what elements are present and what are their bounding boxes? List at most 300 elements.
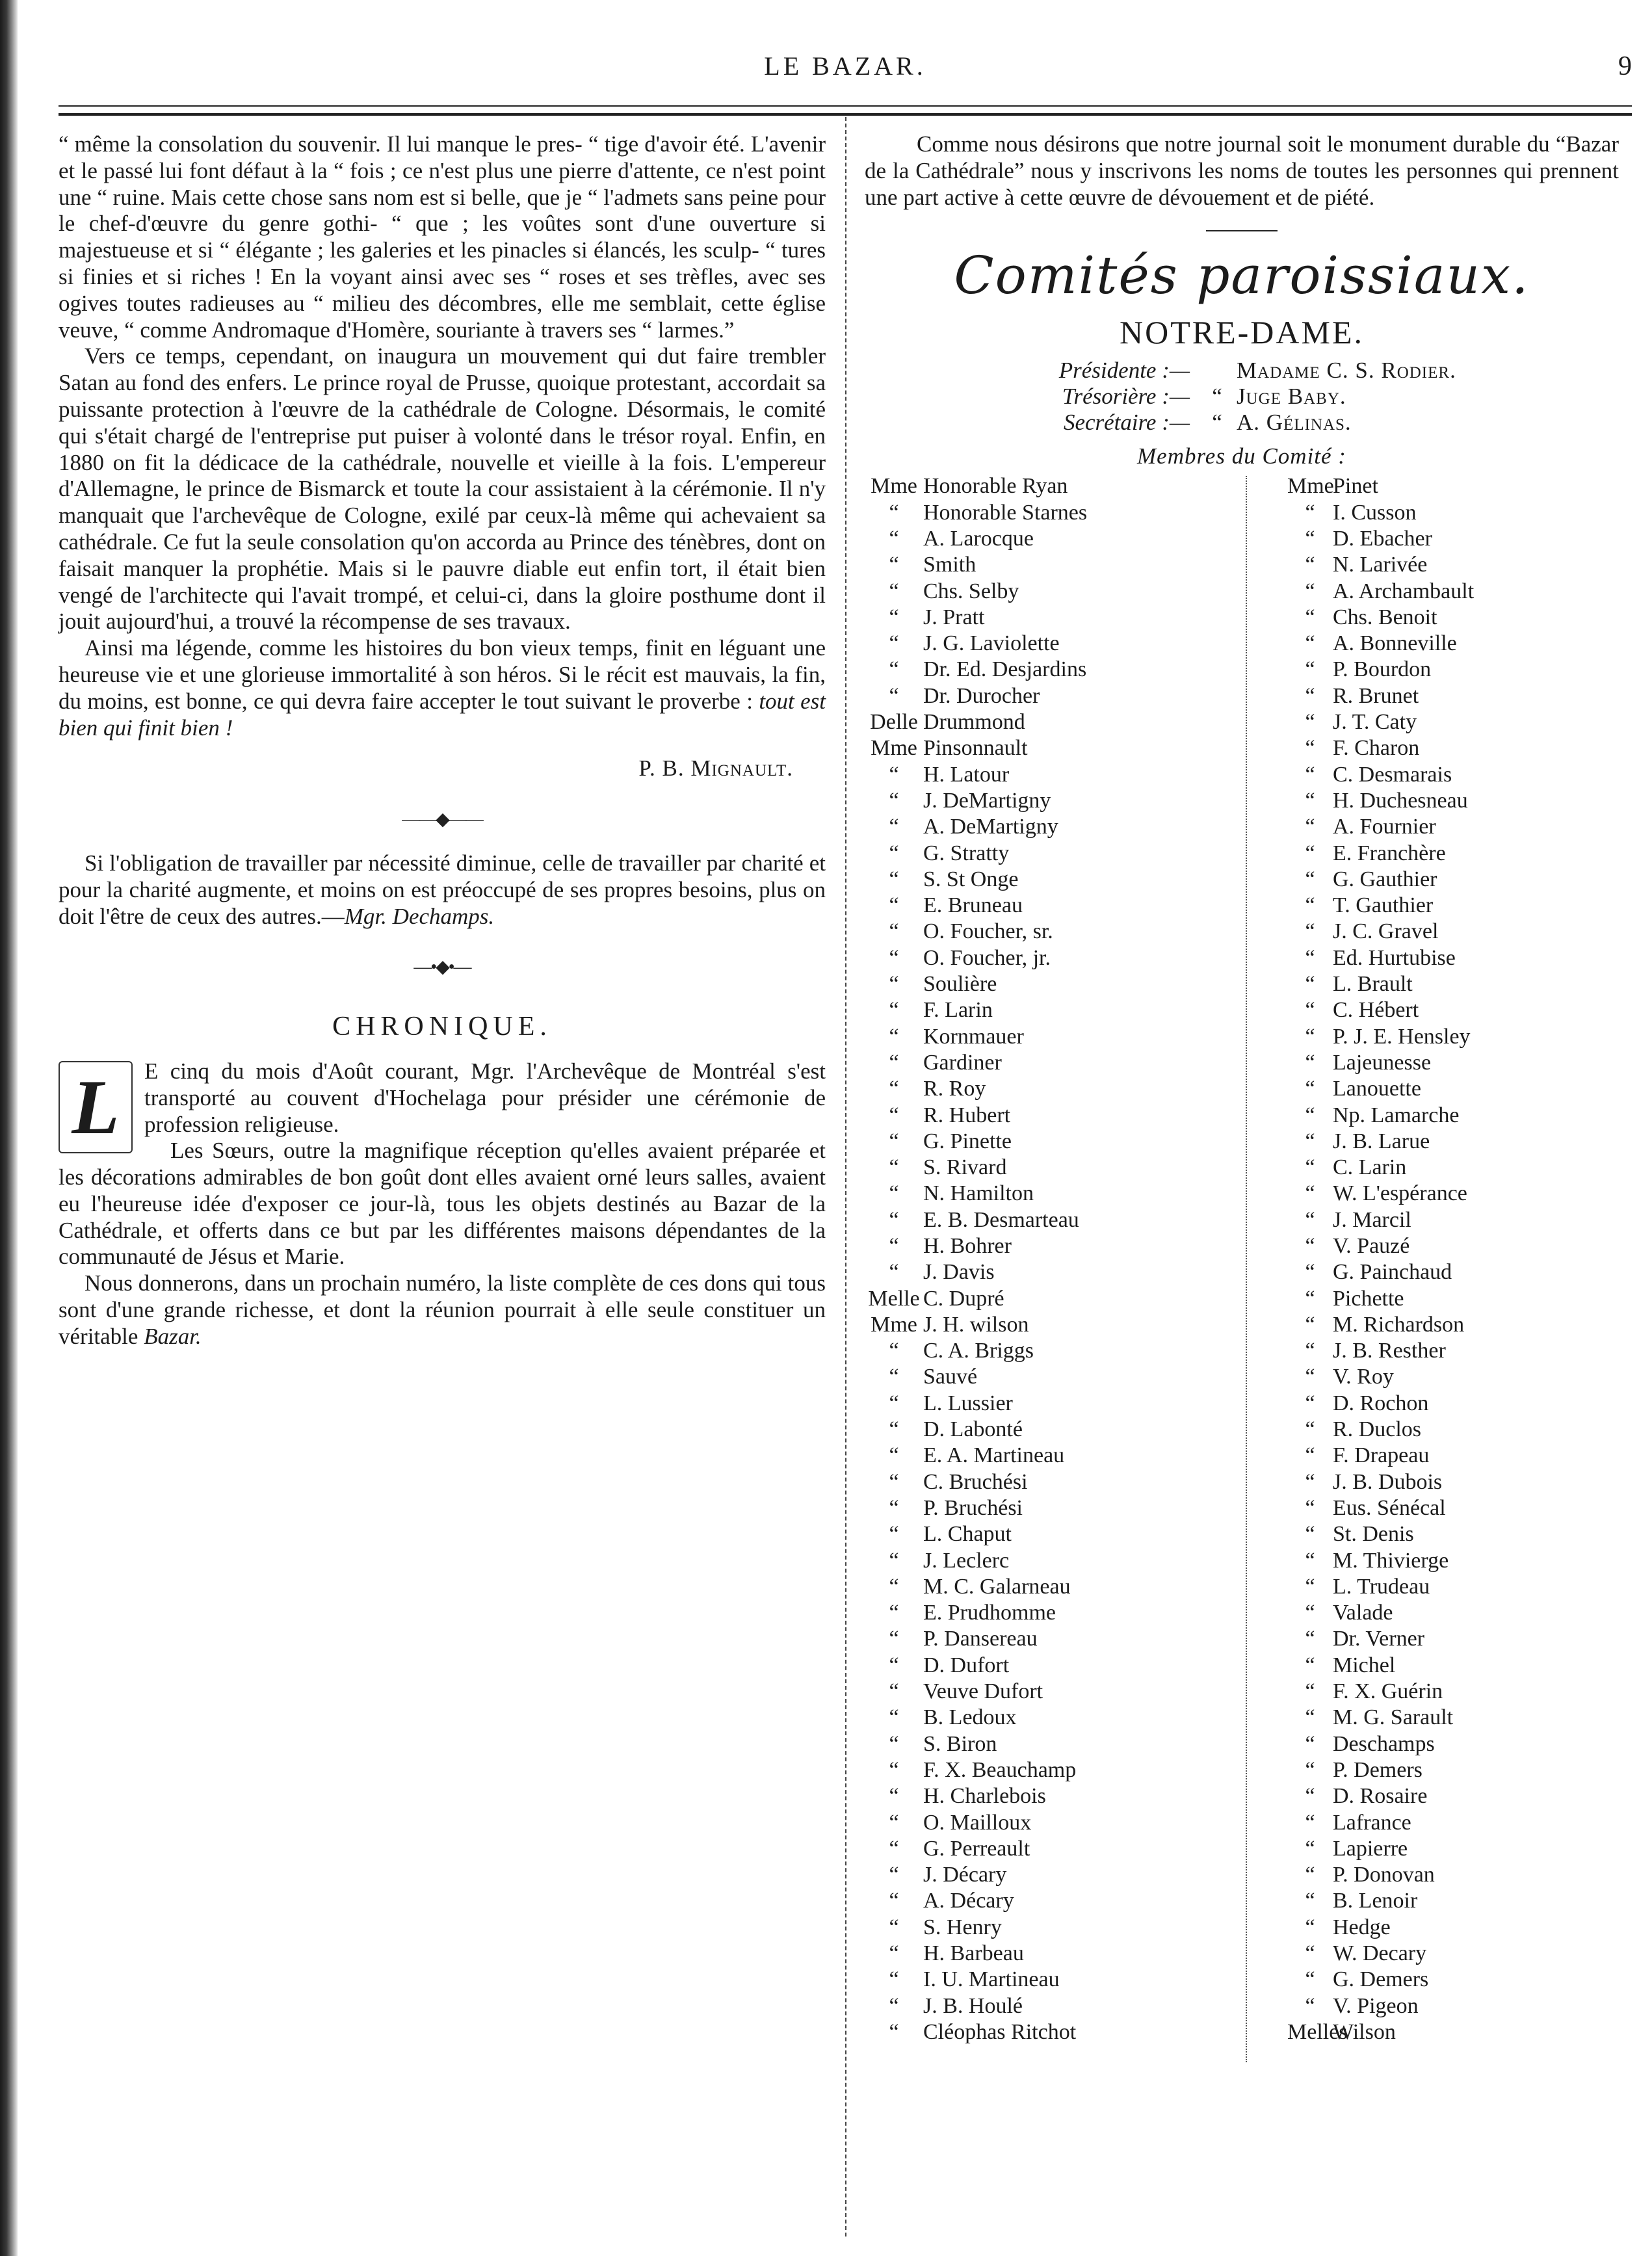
member-name: A. DeMartigny: [923, 815, 1058, 839]
ornament-divider-small: —•◆•—: [413, 957, 471, 978]
member-name: L. Trudeau: [1333, 1574, 1430, 1599]
member-entry: [865, 1810, 1229, 1836]
quote-author: Mgr. Dechamps.: [344, 903, 495, 929]
member-entry: [1287, 1495, 1619, 1521]
committees-title: Comités paroissiaux.: [954, 245, 1530, 306]
member-entry: [1287, 1967, 1619, 1993]
member-name: F. Drapeau: [1333, 1443, 1430, 1468]
members-lists: [865, 473, 1619, 2073]
member-name: G. Demers: [1333, 1967, 1429, 1992]
member-title: “: [1305, 1574, 1315, 1599]
member-name: Soulière: [923, 972, 997, 997]
member-entry: [1287, 1862, 1619, 1888]
member-entry: [1287, 1155, 1619, 1181]
member-title: “: [889, 1967, 899, 1992]
member-title: “: [1305, 1863, 1315, 1887]
member-title: “: [1305, 1941, 1315, 1966]
member-entry: [1287, 683, 1619, 709]
member-title: Mme: [871, 1312, 917, 1337]
member-name: H. Barbeau: [923, 1941, 1024, 1966]
member-title: “: [1305, 683, 1315, 708]
member-name: Pinet: [1333, 474, 1378, 499]
member-entry: [865, 1888, 1229, 1914]
member-entry: [1287, 500, 1619, 526]
member-entry: [865, 1495, 1229, 1521]
member-name: E. Franchère: [1333, 841, 1446, 865]
member-title: “: [1305, 1495, 1315, 1520]
member-title: “: [889, 788, 899, 813]
member-entry: [1287, 552, 1619, 578]
member-entry: [865, 945, 1229, 971]
member-name: Kornmauer: [923, 1024, 1024, 1049]
member-entry: [1287, 867, 1619, 893]
member-entry: [1287, 1915, 1619, 1941]
member-title: “: [889, 1207, 899, 1232]
member-title: “: [1305, 1129, 1315, 1153]
member-entry: [1287, 1443, 1619, 1469]
member-entry: [865, 1233, 1229, 1259]
member-name: N. Hamilton: [923, 1181, 1034, 1206]
member-entry: [865, 1443, 1229, 1469]
member-entry: [865, 735, 1229, 761]
member-title: “: [889, 1391, 899, 1415]
member-title: “: [889, 1522, 899, 1547]
member-entry: [1287, 997, 1619, 1023]
member-title: “: [889, 919, 899, 944]
member-name: P. Donovan: [1333, 1863, 1435, 1887]
member-name: W. Decary: [1333, 1941, 1427, 1966]
member-name: H. Charlebois: [923, 1784, 1046, 1809]
member-name: H. Bohrer: [923, 1234, 1012, 1258]
member-entry: [1287, 1103, 1619, 1129]
member-name: J. G. Laviolette: [923, 631, 1060, 656]
member-title: Melle: [868, 1286, 920, 1311]
member-title: “: [889, 1601, 899, 1625]
member-name: A. Fournier: [1333, 815, 1436, 839]
member-title: “: [889, 1469, 899, 1494]
member-title: “: [1305, 1522, 1315, 1547]
member-title: “: [889, 1129, 899, 1153]
member-entry: [1287, 473, 1619, 499]
member-title: “: [1305, 1207, 1315, 1232]
member-title: “: [1305, 1889, 1315, 1913]
member-title: “: [1305, 1391, 1315, 1415]
member-entry: [1287, 1757, 1619, 1783]
member-title: “: [889, 1260, 899, 1285]
member-name: E. B. Desmarteau: [923, 1207, 1079, 1232]
member-name: S. Henry: [923, 1915, 1002, 1939]
short-rule: [1206, 230, 1278, 231]
member-title: “: [1305, 1705, 1315, 1730]
member-entry: [1287, 1600, 1619, 1626]
member-name: Lafrance: [1333, 1810, 1411, 1835]
member-entry: [1287, 709, 1619, 735]
member-title: “: [889, 553, 899, 577]
member-entry: [1287, 2019, 1619, 2045]
member-name: N. Larivée: [1333, 553, 1428, 577]
member-title: Mme: [871, 474, 917, 499]
member-entry: [865, 1731, 1229, 1757]
member-name: S. Rivard: [923, 1155, 1007, 1180]
running-title: LE BAZAR.: [764, 51, 926, 81]
member-name: B. Lenoir: [1333, 1889, 1418, 1913]
member-name: P. Demers: [1333, 1757, 1423, 1782]
member-entry: [865, 1469, 1229, 1495]
member-title: Delle: [870, 710, 918, 735]
member-title: “: [1305, 1260, 1315, 1285]
member-name: Veuve Dufort: [923, 1679, 1043, 1704]
member-name: Sauvé: [923, 1365, 978, 1389]
member-title: “: [1305, 1548, 1315, 1573]
member-entry: [865, 919, 1229, 945]
member-title: “: [889, 1234, 899, 1258]
member-name: J. B. Dubois: [1333, 1469, 1443, 1494]
member-entry: [865, 1993, 1229, 2019]
chronique-heading: CHRONIQUE.: [332, 1012, 552, 1042]
member-entry: [865, 1286, 1229, 1312]
member-entry: [1287, 1679, 1619, 1705]
member-name: J. B. Larue: [1333, 1129, 1430, 1153]
member-title: “: [889, 2019, 899, 2044]
member-title: “: [889, 1181, 899, 1206]
member-name: St. Denis: [1333, 1522, 1414, 1547]
member-name: P. Bruchési: [923, 1495, 1023, 1520]
officer-president: [865, 358, 1619, 384]
member-entry: [1287, 1076, 1619, 1102]
member-entry: [865, 473, 1229, 499]
member-title: “: [889, 1155, 899, 1180]
member-name: A. Archambault: [1333, 579, 1475, 603]
member-name: C. A. Briggs: [923, 1339, 1034, 1363]
member-entry: [1287, 1731, 1619, 1757]
member-title: “: [889, 945, 899, 970]
member-entry: [865, 762, 1229, 788]
chronique-paragraph-1: [59, 1058, 826, 1150]
member-entry: [865, 1548, 1229, 1574]
member-name: Pinsonnault: [923, 736, 1028, 761]
member-title: “: [889, 1548, 899, 1573]
member-title: “: [889, 657, 899, 682]
member-title: “: [1305, 1469, 1315, 1494]
member-name: B. Ledoux: [923, 1705, 1017, 1730]
member-title: “: [889, 1443, 899, 1468]
member-title: “: [1305, 1155, 1315, 1180]
member-name: Wilson: [1333, 2019, 1396, 2044]
member-entry: [865, 1024, 1229, 1050]
member-entry: [1287, 1810, 1619, 1836]
member-title: “: [889, 1103, 899, 1127]
member-entry: [865, 1391, 1229, 1417]
member-title: “: [1305, 1103, 1315, 1127]
member-title: “: [889, 867, 899, 891]
member-entry: [1287, 1653, 1619, 1679]
cologne-paragraph: Vers ce temps, cependant, on inaugura un mouvement qui dut faire trembler Satan au fond des enfers. Le prince royal de Prusse, quoique protestant, accordait sa puissante protection à l'œuvre de la cathédrale de Cologne. Désormais, le comité qui s'était chargé de l'entreprise put puiser à volonté dans le trésor royal. Enfin, en 1880 on fit la dédicace de la cathédrale, nouvelle et vieille à la fois. L'empereur d'Allemagne, le prince de Bismarck et toute la cour assistaient à la cérémonie. Il n'y manquait que l'archevêque de Cologne, exilé par ceux-là même qui achevaient sa cathédrale. Ce fut la seule consolation qu'on accorda au Prince des ténèbres, dont on faisait manquer la prophétie. Mais si le pauvre diable eut enfin tort, il était bien vengé de l'architecte qui l'avait trompé, et celui-ci, dans la gloire posthume dont il jouit aujourd'hui, a trouvé la récompense de ses travaux.: [59, 343, 826, 635]
officer-ditto: [1198, 358, 1237, 384]
member-name: M. Thivierge: [1333, 1548, 1449, 1573]
member-title: “: [889, 1784, 899, 1809]
member-entry: [865, 1941, 1229, 1967]
member-entry: [1287, 1181, 1619, 1207]
member-entry: [1287, 1836, 1619, 1862]
legend-conclusion-paragraph: [59, 635, 826, 741]
member-entry: [865, 2019, 1229, 2045]
member-name: L. Lussier: [923, 1391, 1013, 1415]
member-name: T. Gauthier: [1333, 893, 1434, 918]
member-name: P. Bourdon: [1333, 657, 1432, 682]
member-name: Eus. Sénécal: [1333, 1495, 1446, 1520]
member-title: “: [889, 1705, 899, 1730]
member-entry: [1287, 631, 1619, 657]
member-name: M. G. Sarault: [1333, 1705, 1454, 1730]
member-entry: [1287, 1705, 1619, 1731]
member-entry: [1287, 526, 1619, 552]
member-entry: [1287, 657, 1619, 683]
member-entry: [1287, 1207, 1619, 1233]
member-title: “: [1305, 579, 1315, 603]
member-title: “: [1305, 553, 1315, 577]
member-name: D. Rosaire: [1333, 1784, 1428, 1809]
right-column: [865, 131, 1619, 2073]
member-entry: [1287, 841, 1619, 867]
quote-continuation-paragraph: “ même la consolation du souvenir. Il lui manque le pres- “ tige d'avoir été. L'avenir et le passé lui font défaut à la “ fois ; ce n'est plus une pierre d'attente, ce n'est point une “ ruine. Mais cette chose sans nom est si belle, que je “ l'admets sans peine pour le chef-d'œuvre du genre gothi- “ que ; les voûtes sont d'une ouverture si majestueuse et si “ élégante ; les galeries et les pinacles si élancés, les sculp- “ tures si finies et si riches ! En la voyant ainsi avec ses “ roses et ses trèfles, avec ses ogives toutes radieuses au “ milieu des décombres, elle me semblait, cette église veuve, “ comme Andromaque d'Homère, souriante à travers ses “ larmes.”: [59, 131, 826, 343]
member-entry: [865, 683, 1229, 709]
member-name: Michel: [1333, 1653, 1396, 1677]
member-title: “: [1305, 736, 1315, 761]
member-title: “: [889, 1417, 899, 1442]
member-title: “: [889, 1889, 899, 1913]
member-name: E. A. Martineau: [923, 1443, 1065, 1468]
member-entry: [1287, 1364, 1619, 1390]
member-entry: [865, 841, 1229, 867]
page-header: [59, 46, 1632, 104]
member-title: “: [1305, 998, 1315, 1023]
member-title: “: [1305, 1365, 1315, 1389]
member-entry: [865, 867, 1229, 893]
member-title: “: [1305, 762, 1315, 787]
member-title: “: [889, 762, 899, 787]
member-name: J. T. Caty: [1333, 710, 1417, 735]
member-name: E. Prudhomme: [923, 1601, 1056, 1625]
member-name: Valade: [1333, 1601, 1393, 1625]
author-signature: P. B. Mignault.: [638, 755, 793, 781]
member-entry: [865, 552, 1229, 578]
member-title: “: [889, 605, 899, 629]
member-title: “: [889, 815, 899, 839]
member-title: “: [1305, 893, 1315, 918]
member-title: “: [1305, 1024, 1315, 1049]
member-title: “: [889, 1993, 899, 2018]
member-name: C. Dupré: [923, 1286, 1004, 1311]
member-title: “: [1305, 526, 1315, 551]
member-title: “: [1305, 1312, 1315, 1337]
member-name: H. Duchesneau: [1333, 788, 1468, 813]
member-name: L. Brault: [1333, 972, 1413, 997]
member-title: “: [889, 1627, 899, 1651]
member-name: J. DeMartigny: [923, 788, 1051, 813]
member-name: J. Décary: [923, 1863, 1007, 1887]
member-name: R. Duclos: [1333, 1417, 1421, 1442]
member-name: Dr. Durocher: [923, 683, 1040, 708]
member-title: “: [889, 1024, 899, 1049]
officer-role: Présidente :—: [1058, 358, 1190, 384]
member-title: “: [1305, 815, 1315, 839]
member-title: “: [889, 1810, 899, 1835]
member-title: “: [889, 972, 899, 997]
members-list-divider: [1246, 476, 1247, 2062]
member-entry: [865, 1207, 1229, 1233]
member-name: G. Gauthier: [1333, 867, 1437, 891]
member-entry: [865, 1050, 1229, 1076]
bazar-word: Bazar.: [144, 1323, 202, 1349]
member-entry: [865, 579, 1229, 605]
member-name: Chs. Benoit: [1333, 605, 1437, 629]
parish-name: NOTRE-DAME.: [1119, 314, 1365, 351]
member-name: Ed. Hurtubise: [1333, 945, 1456, 970]
member-title: “: [1305, 1443, 1315, 1468]
member-title: “: [1305, 972, 1315, 997]
proverb: tout est bien qui finit bien !: [59, 688, 826, 741]
member-entry: [1287, 1574, 1619, 1600]
header-rule: [59, 105, 1632, 107]
officer-role: Trésorière :—: [1062, 384, 1190, 410]
member-entry: [1287, 788, 1619, 814]
member-title: “: [1305, 1286, 1315, 1311]
member-name: L. Chaput: [923, 1522, 1012, 1547]
member-title: Mme: [1287, 474, 1334, 499]
member-title: “: [1305, 1993, 1315, 2018]
member-name: Honorable Ryan: [923, 474, 1068, 499]
member-entry: [1287, 1548, 1619, 1574]
member-name: A. Bonneville: [1333, 631, 1457, 656]
member-entry: [865, 1783, 1229, 1809]
member-title: “: [1305, 657, 1315, 682]
member-title: “: [1305, 1234, 1315, 1258]
member-name: F. Larin: [923, 998, 993, 1023]
member-title: “: [1305, 500, 1315, 525]
member-name: Smith: [923, 553, 977, 577]
member-entry: [1287, 971, 1619, 997]
member-name: O. Mailloux: [923, 1810, 1032, 1835]
member-title: “: [1305, 605, 1315, 629]
member-name: J. Davis: [923, 1260, 995, 1285]
member-entry: [1287, 1993, 1619, 2019]
member-title: “: [1305, 1757, 1315, 1782]
column-divider: [845, 117, 846, 2236]
member-entry: [865, 893, 1229, 919]
member-name: I. U. Martineau: [923, 1967, 1060, 1992]
member-entry: [1287, 1129, 1619, 1155]
member-title: “: [889, 1077, 899, 1101]
member-name: O. Foucher, jr.: [923, 945, 1051, 970]
member-title: “: [889, 1863, 899, 1887]
member-name: V. Roy: [1333, 1365, 1394, 1389]
member-name: F. Charon: [1333, 736, 1420, 761]
member-entry: [1287, 1469, 1619, 1495]
member-title: “: [1305, 1077, 1315, 1101]
members-label: Membres du Comité :: [1137, 443, 1346, 469]
member-title: “: [1305, 1836, 1315, 1861]
officer-name: Juge Baby.: [1237, 384, 1346, 410]
chronique-paragraph-1-text: E cinq du mois d'Août courant, Mgr. l'Archevêque de Montréal s'est transporté au couvent d'Hochelaga pour présider une cérémonie de profession religieuse.: [144, 1058, 826, 1137]
member-entry: [865, 1155, 1229, 1181]
member-title: “: [889, 683, 899, 708]
member-title: “: [889, 500, 899, 525]
member-name: D. Dufort: [923, 1653, 1010, 1677]
member-title: “: [1305, 1050, 1315, 1075]
member-name: J. Pratt: [923, 605, 985, 629]
member-title: “: [1305, 841, 1315, 865]
officers-list: [865, 358, 1619, 436]
member-entry: [865, 1574, 1229, 1600]
member-title: “: [1305, 1731, 1315, 1756]
member-entry: [865, 1626, 1229, 1652]
members-list-left: [865, 473, 1229, 2045]
member-title: “: [1305, 1627, 1315, 1651]
member-title: “: [1305, 1810, 1315, 1835]
member-entry: [1287, 1312, 1619, 1338]
member-entry: [1287, 1417, 1619, 1443]
member-entry: [1287, 893, 1619, 919]
member-title: “: [1305, 788, 1315, 813]
member-title: “: [889, 579, 899, 603]
member-entry: [865, 1417, 1229, 1443]
page-number: 9: [1618, 51, 1632, 81]
member-entry: [1287, 1259, 1619, 1285]
member-name: J. Marcil: [1333, 1207, 1411, 1232]
member-name: C. Bruchési: [923, 1469, 1028, 1494]
member-title: “: [889, 1915, 899, 1939]
member-name: D. Ebacher: [1333, 526, 1432, 551]
scan-left-edge: [0, 0, 18, 2256]
member-entry: [1287, 1286, 1619, 1312]
member-name: F. X. Guérin: [1333, 1679, 1443, 1704]
officer-name: Madame C. S. Rodier.: [1237, 358, 1456, 384]
member-title: “: [889, 1731, 899, 1756]
member-entry: [865, 1103, 1229, 1129]
member-entry: [865, 631, 1229, 657]
member-entry: [865, 1757, 1229, 1783]
member-title: “: [1305, 1339, 1315, 1363]
member-name: Cléophas Ritchot: [923, 2019, 1077, 2044]
member-name: Np. Lamarche: [1333, 1103, 1460, 1127]
member-entry: [865, 605, 1229, 631]
member-entry: [865, 997, 1229, 1023]
member-title: “: [1305, 919, 1315, 944]
member-entry: [865, 526, 1229, 552]
member-entry: [1287, 1024, 1619, 1050]
member-entry: [865, 1967, 1229, 1993]
member-title: “: [1305, 1967, 1315, 1992]
ornament-divider: ——◆——: [402, 809, 482, 830]
member-title: “: [889, 1365, 899, 1389]
member-name: V. Pigeon: [1333, 1993, 1419, 2018]
member-entry: [1287, 762, 1619, 788]
member-name: G. Pinette: [923, 1129, 1012, 1153]
member-name: Hedge: [1333, 1915, 1391, 1939]
member-name: Drummond: [923, 710, 1025, 735]
member-title: “: [889, 841, 899, 865]
member-entry: [1287, 1233, 1619, 1259]
member-title: “: [889, 1757, 899, 1782]
dechamps-quote-text: Si l'obligation de travailler par nécessité diminue, celle de travailler par charité et pour la charité augmente, et moins on est préoccupé de ses propres besoins, plus on doit l'être de ceux des autres.—: [59, 850, 826, 929]
member-entry: [1287, 945, 1619, 971]
member-name: Lanouette: [1333, 1077, 1421, 1101]
member-entry: [865, 814, 1229, 840]
chronique-paragraph-3: [59, 1270, 826, 1350]
member-title: “: [1305, 1784, 1315, 1809]
member-entry: [1287, 605, 1619, 631]
member-title: “: [1305, 1417, 1315, 1442]
